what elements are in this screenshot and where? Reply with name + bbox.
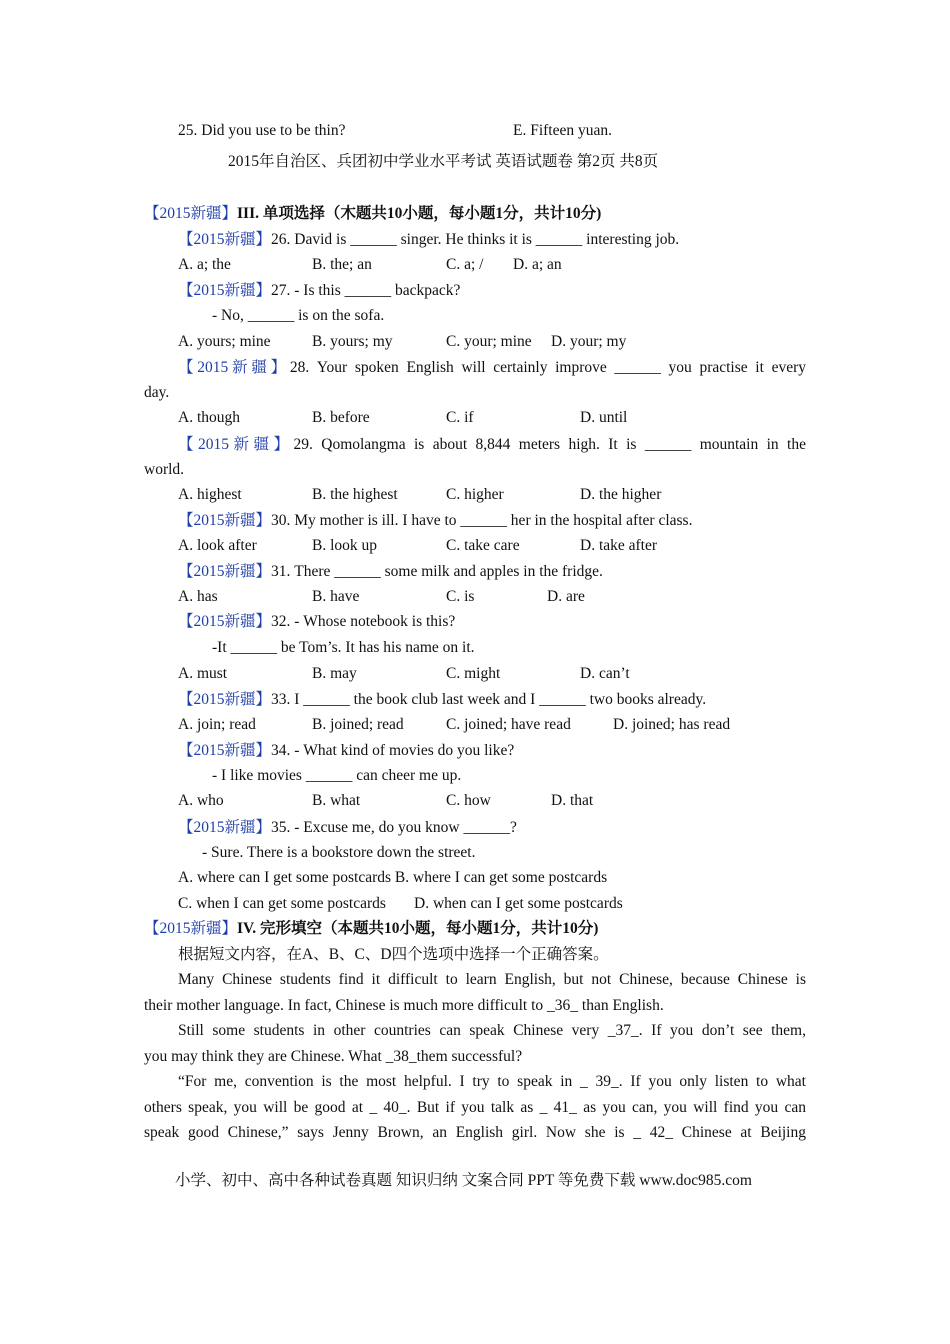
q33-option-a: A. join; read [178, 716, 256, 733]
q33-option-c: C. joined; have read [446, 716, 571, 733]
q31-option-a: A. has [178, 588, 218, 605]
option-e: E. Fifteen yuan. [513, 122, 613, 139]
question-27-stem: 【2015新疆】27. - Is this ______ backpack? [178, 282, 461, 299]
q26-option-d: D. a; an [513, 256, 562, 273]
q27-option-a: A. yours; mine [178, 333, 271, 350]
section-4-title: IV. 完形填空（本题共10小题，每小题1分，共计10分) [237, 920, 599, 937]
q29-option-b: B. the highest [312, 486, 398, 503]
passage-line: Still some students in other countries can speak Chinese very _37_. If you don’t see them, [178, 1022, 806, 1039]
page-footer: 小学、初中、高中各种试卷真题 知识归纳 文案合同 PPT 等免费下载 www.doc985.com [175, 1172, 752, 1189]
question-27-reply: - No, ______ is on the sofa. [212, 307, 385, 324]
question-29-stem-cont: world. [144, 461, 185, 478]
question-31-stem: 【2015新疆】31. There ______ some milk and apples in the fridge. [178, 563, 603, 580]
q34-option-c: C. how [446, 792, 491, 809]
section-3-title: III. 单项选择（木题共10小题，每小题1分，共计10分) [237, 205, 602, 222]
q34-option-a: A. who [178, 792, 224, 809]
q30-option-b: B. look up [312, 537, 378, 554]
q33-option-b: B. joined; read [312, 716, 404, 733]
q30-option-c: C. take care [446, 537, 520, 554]
q32-option-b: B. may [312, 665, 357, 682]
q28-option-b: B. before [312, 409, 370, 426]
passage-line: “For me, convention is the most helpful. I try to speak in _ 39_. If you only listen to what [178, 1073, 806, 1090]
q28-option-c: C. if [446, 409, 474, 426]
passage-line: speak good Chinese,” says Jenny Brown, an English girl. Now she is _ 42_ Chinese at Beijing [144, 1124, 806, 1141]
page-header: 2015年自治区、兵团初中学业水平考试 英语试题卷 第2页 共8页 [228, 153, 659, 170]
section-4-instruction: 根据短文内容，在A、B、C、D四个选项中选择一个正确答案。 [178, 946, 609, 963]
q31-option-b: B. have [312, 588, 360, 605]
q27-option-b: B. yours; my [312, 333, 393, 350]
passage-line: their mother language. In fact, Chinese is much more difficult to _36_ than English. [144, 997, 664, 1014]
q30-option-a: A. look after [178, 537, 257, 554]
question-28-stem-cont: day. [144, 384, 170, 401]
passage-line: you may think they are Chinese. What _38_them successful? [144, 1048, 523, 1065]
q27-option-d: D. your; my [551, 333, 627, 350]
q32-option-a: A. must [178, 665, 228, 682]
question-35-stem: 【2015新疆】35. - Excuse me, do you know ______? [178, 819, 517, 836]
q27-option-c: C. your; mine [446, 333, 532, 350]
q26-option-a: A. a; the [178, 256, 231, 273]
q28-option-d: D. until [580, 409, 628, 426]
q34-option-d: D. that [551, 792, 594, 809]
question-35-reply: - Sure. There is a bookstore down the street. [202, 844, 476, 861]
q29-option-d: D. the higher [580, 486, 662, 503]
q31-option-c: C. is [446, 588, 475, 605]
section-4-heading: 【2015新疆】IV. 完形填空（本题共10小题，每小题1分，共计10分) [144, 920, 599, 937]
q28-option-a: A. though [178, 409, 240, 426]
q30-option-d: D. take after [580, 537, 658, 554]
q32-option-c: C. might [446, 665, 501, 682]
question-34-reply: - I like movies ______ can cheer me up. [212, 767, 462, 784]
question-30-stem: 【2015新疆】30. My mother is ill. I have to ______ her in the hospital after class. [178, 512, 693, 529]
q32-option-d: D. can’t [580, 665, 630, 682]
question-33-stem: 【2015新疆】33. I ______ the book club last week and I ______ two books already. [178, 691, 707, 708]
q33-option-d: D. joined; has read [613, 716, 731, 733]
q29-option-c: C. higher [446, 486, 504, 503]
q34-option-b: B. what [312, 792, 361, 809]
question-34-stem: 【2015新疆】34. - What kind of movies do you like? [178, 742, 515, 759]
passage-line: Many Chinese students find it difficult to learn English, but not Chinese, because Chinese is [178, 971, 806, 988]
source-tag: 【2015新疆】 [144, 205, 238, 222]
question-25: 25. Did you use to be thin? [178, 122, 346, 139]
question-28-stem: 【2015新疆】28. Your spoken English will certainly improve ______ you practise it every [178, 359, 806, 376]
q31-option-d: D. are [547, 588, 585, 605]
q35-option-d: D. when can I get some postcards [414, 895, 623, 912]
q26-option-c: C. a; / [446, 256, 484, 273]
question-32-stem: 【2015新疆】32. - Whose notebook is this? [178, 613, 456, 630]
passage-line: others speak, you will be good at _ 40_. But if you talk as _ 41_ as you can, you will find you can [144, 1099, 806, 1116]
section-3-heading [144, 204, 601, 224]
q29-option-a: A. highest [178, 486, 242, 503]
q35-option-ab: A. where can I get some postcards B. where I can get some postcards [178, 869, 608, 886]
q26-option-b: B. the; an [312, 256, 372, 273]
question-32-reply: -It ______ be Tom’s. It has his name on it. [212, 639, 475, 656]
question-29-stem: 【2015新疆】29. Qomolangma is about 8,844 meters high. It is ______ mountain in the [178, 436, 806, 453]
q35-option-c: C. when I can get some postcards [178, 895, 386, 912]
question-26-stem: 【2015新疆】26. David is ______ singer. He thinks it is ______ interesting job. [178, 231, 680, 248]
